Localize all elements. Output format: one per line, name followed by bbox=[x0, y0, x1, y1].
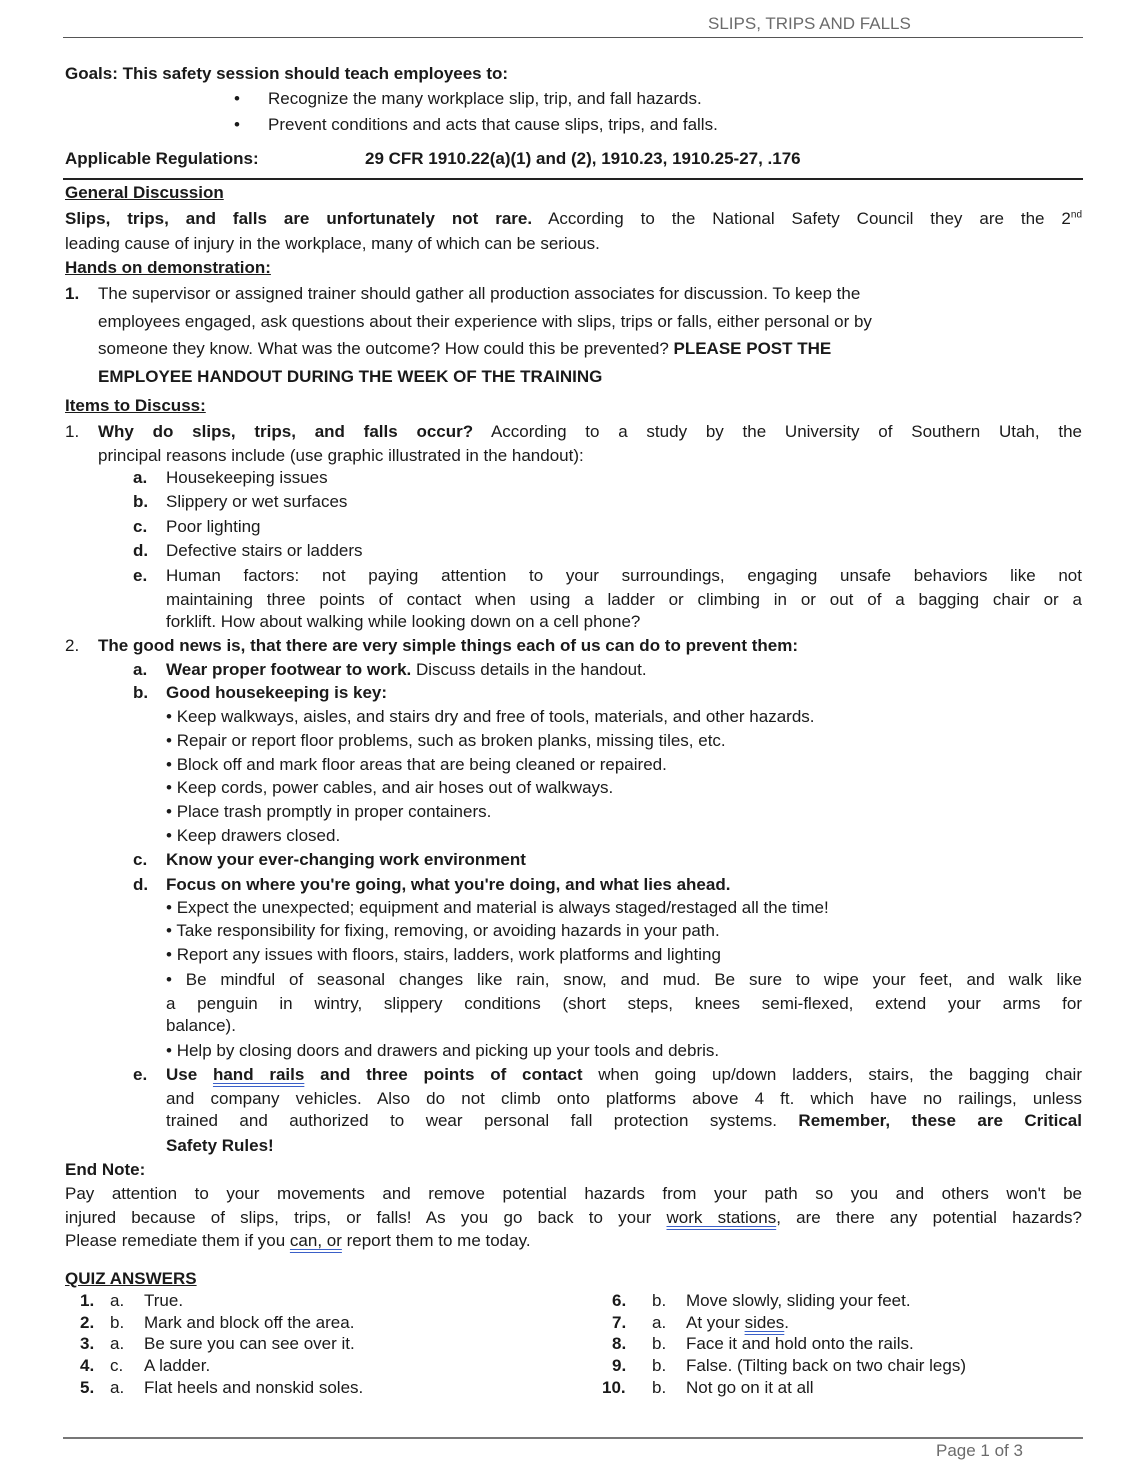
sub-lead: Good housekeeping is key: bbox=[166, 683, 388, 702]
endnote-text: report them to me today. bbox=[341, 1231, 531, 1250]
hands-heading: Hands on demonstration: bbox=[65, 258, 271, 277]
quiz-letter: b. bbox=[652, 1356, 667, 1375]
quiz-text: Face it and hold onto the rails. bbox=[686, 1334, 914, 1353]
quiz-text: Flat heels and nonskid soles. bbox=[144, 1378, 364, 1397]
bullet-text: Repair or report floor problems, such as broken planks, missing tiles, etc. bbox=[176, 731, 726, 750]
item-lead: Why do slips, trips, and falls occur? bbox=[98, 422, 474, 441]
bullet-text: a penguin in wintry, slippery conditions (short steps, knees semi-flexed, extend your arms for bbox=[166, 994, 1082, 1013]
quiz-letter: b. bbox=[110, 1313, 125, 1332]
quiz-letter: b. bbox=[652, 1291, 667, 1310]
bullet-item: • Help by closing doors and drawers and picking up your tools and debris. bbox=[166, 1041, 720, 1060]
sub-lead: Focus on where you're going, what you're doing, and what lies ahead. bbox=[166, 875, 731, 894]
quiz-text: . bbox=[784, 1313, 790, 1332]
quiz-text: Be sure you can see over it. bbox=[144, 1334, 355, 1353]
superscript: nd bbox=[1070, 209, 1083, 221]
sub-label: a. bbox=[133, 660, 148, 679]
quiz-number: 7. bbox=[612, 1313, 627, 1332]
quiz-number: 1. bbox=[80, 1291, 95, 1310]
goal-item: Prevent conditions and acts that cause slips, trips, and falls. bbox=[268, 115, 718, 134]
quiz-text bbox=[686, 1313, 789, 1333]
list-number: 2. bbox=[65, 636, 80, 655]
regs-value: 29 CFR 1910.22(a)(1) and (2), 1910.23, 1910.25-27, .176 bbox=[365, 149, 801, 168]
quiz-text: True. bbox=[144, 1291, 184, 1310]
sub-text: Discuss details in the handout. bbox=[411, 660, 647, 679]
hands-line: The supervisor or assigned trainer should gather all production associates for discussion. To keep the bbox=[98, 284, 861, 303]
quiz-letter: a. bbox=[652, 1313, 667, 1332]
sub-label: e. bbox=[133, 566, 148, 585]
quiz-letter: c. bbox=[110, 1356, 124, 1375]
section-rule bbox=[63, 178, 1083, 180]
bullet-item: • Report any issues with floors, stairs, ladders, work platforms and lighting bbox=[166, 945, 721, 964]
quiz-text bbox=[686, 1356, 966, 1376]
goals-label: Goals: This safety session should teach employees to: bbox=[65, 64, 509, 83]
sub-label: d. bbox=[133, 541, 149, 560]
items-heading: Items to Discuss: bbox=[65, 396, 206, 415]
quiz-text: Not go on it at all bbox=[686, 1378, 814, 1397]
bullet-text: balance). bbox=[166, 1016, 236, 1035]
sub-item bbox=[166, 660, 647, 680]
quiz-text bbox=[144, 1378, 363, 1398]
list-number: 1. bbox=[65, 422, 80, 441]
sub-emphasis: Remember, these are Critical bbox=[798, 1111, 1082, 1130]
endnote-text: , are there any potential hazards? bbox=[776, 1208, 1083, 1227]
bullet-item: • Keep drawers closed. bbox=[166, 826, 341, 845]
goal-item: Recognize the many workplace slip, trip, and fall hazards. bbox=[268, 89, 702, 108]
spellcheck-word[interactable]: work stations bbox=[666, 1208, 777, 1227]
sub-item: Slippery or wet surfaces bbox=[166, 492, 348, 511]
quiz-number: 2. bbox=[80, 1313, 95, 1332]
endnote-heading: End Note: bbox=[65, 1160, 146, 1179]
bullet-item: • Be mindful of seasonal changes like rain, snow, and mud. Be sure to wipe your feet, and walk like bbox=[166, 970, 1082, 989]
quiz-text bbox=[144, 1334, 355, 1354]
quiz-number: 9. bbox=[612, 1356, 627, 1375]
quiz-number: 6. bbox=[612, 1291, 627, 1310]
general-line bbox=[65, 209, 1082, 229]
list-number: 1. bbox=[65, 284, 80, 303]
hands-line bbox=[98, 339, 831, 359]
quiz-text bbox=[686, 1378, 814, 1398]
quiz-letter: b. bbox=[652, 1378, 667, 1397]
quiz-number: 4. bbox=[80, 1356, 95, 1375]
sub-lead: and three points of contact bbox=[304, 1065, 583, 1084]
quiz-letter: b. bbox=[652, 1334, 667, 1353]
bullet-item: • Take responsibility for fixing, removing, or avoiding hazards in your path. bbox=[166, 921, 720, 940]
sub-lead: Wear proper footwear to work. bbox=[166, 660, 412, 679]
endnote-line bbox=[65, 1208, 1082, 1228]
bullet-text: Help by closing doors and drawers and picking up your tools and debris. bbox=[176, 1041, 720, 1060]
sub-emphasis: Safety Rules! bbox=[166, 1136, 274, 1155]
hands-emphasis: EMPLOYEE HANDOUT DURING THE WEEK OF THE TRAINING bbox=[98, 367, 603, 386]
quiz-letter: a. bbox=[110, 1334, 125, 1353]
quiz-letter: a. bbox=[110, 1378, 125, 1397]
quiz-text: False. (Tilting back on two chair legs) bbox=[686, 1356, 966, 1375]
endnote-text: injured because of slips, trips, or falls! As you go back to your bbox=[65, 1208, 667, 1227]
header-title: SLIPS, TRIPS AND FALLS bbox=[708, 14, 911, 33]
quiz-number: 3. bbox=[80, 1334, 95, 1353]
bullet-text: Report any issues with floors, stairs, ladders, work platforms and lighting bbox=[176, 945, 721, 964]
general-text: According to the National Safety Council they are the 2 bbox=[532, 209, 1071, 228]
quiz-number: 10. bbox=[602, 1378, 626, 1397]
sub-lead: Use bbox=[166, 1065, 213, 1084]
sub-item: forklift. How about walking while looking down on a cell phone? bbox=[166, 612, 641, 631]
bullet-item: • Block off and mark floor areas that are being cleaned or repaired. bbox=[166, 755, 667, 774]
sub-label: b. bbox=[133, 492, 149, 511]
bullet-icon: • bbox=[234, 89, 240, 108]
footer-rule bbox=[63, 1437, 1083, 1439]
quiz-text bbox=[686, 1334, 914, 1354]
header-rule bbox=[63, 37, 1083, 38]
spellcheck-word[interactable]: hand rails bbox=[212, 1065, 305, 1084]
sub-text: and company vehicles. Also do not climb onto platforms above 4 ft. which have no railings, unless bbox=[166, 1089, 1082, 1108]
item-line bbox=[98, 422, 1082, 442]
quiz-text: At your bbox=[686, 1313, 745, 1332]
page-number: Page 1 of 3 bbox=[936, 1441, 1023, 1460]
hands-line: employees engaged, ask questions about their experience with slips, trips or falls, either personal or by bbox=[98, 312, 872, 331]
bullet-text: Keep cords, power cables, and air hoses out of walkways. bbox=[176, 778, 614, 797]
general-line: leading cause of injury in the workplace, many of which can be serious. bbox=[65, 234, 600, 253]
bullet-text: Be mindful of seasonal changes like rain, snow, and mud. Be sure to wipe your feet, and walk like bbox=[185, 970, 1082, 989]
bullet-item: • Keep cords, power cables, and air hoses out of walkways. bbox=[166, 778, 614, 797]
bullet-icon: • bbox=[234, 115, 240, 134]
spellcheck-word[interactable]: sides bbox=[744, 1313, 785, 1332]
sub-label: e. bbox=[133, 1065, 148, 1084]
general-lead: Slips, trips, and falls are unfortunately not rare. bbox=[65, 209, 533, 228]
bullet-text: Take responsibility for fixing, removing, or avoiding hazards in your path. bbox=[176, 921, 720, 940]
sub-item: Poor lighting bbox=[166, 517, 261, 536]
quiz-text: Move slowly, sliding your feet. bbox=[686, 1291, 911, 1310]
sub-item: Defective stairs or ladders bbox=[166, 541, 363, 560]
sub-item: Housekeeping issues bbox=[166, 468, 328, 487]
quiz-text bbox=[144, 1356, 210, 1376]
quiz-heading: QUIZ ANSWERS bbox=[65, 1269, 197, 1288]
quiz-text bbox=[686, 1291, 911, 1311]
quiz-number: 8. bbox=[612, 1334, 627, 1353]
endnote-text: Please remediate them if you bbox=[65, 1231, 290, 1250]
sub-item: maintaining three points of contact when using a ladder or climbing in or out of a bagging chair or a bbox=[166, 590, 1082, 609]
quiz-text bbox=[144, 1313, 354, 1333]
bullet-text: Expect the unexpected; equipment and material is always staged/restaged all the time! bbox=[176, 898, 829, 917]
hands-emphasis: PLEASE POST THE bbox=[673, 339, 832, 358]
bullet-item: • Expect the unexpected; equipment and material is always staged/restaged all the time! bbox=[166, 898, 829, 917]
item-lead: The good news is, that there are very simple things each of us can do to prevent them: bbox=[98, 636, 798, 655]
sub-label: a. bbox=[133, 468, 148, 487]
sub-text: trained and authorized to wear personal fall protection systems. bbox=[166, 1111, 799, 1130]
general-heading: General Discussion bbox=[65, 183, 224, 202]
sub-lead: Know your ever-changing work environment bbox=[166, 850, 526, 869]
item-text: According to a study by the University of Southern Utah, the bbox=[473, 422, 1082, 441]
bullet-text: Block off and mark floor areas that are being cleaned or repaired. bbox=[176, 755, 667, 774]
sub-label: c. bbox=[133, 517, 148, 536]
bullet-text: Place trash promptly in proper containers. bbox=[176, 802, 492, 821]
sub-text: when going up/down ladders, stairs, the bagging chair bbox=[582, 1065, 1082, 1084]
endnote-line: Pay attention to your movements and remove potential hazards from your path so you and others won't be bbox=[65, 1184, 1082, 1203]
sub-label: c. bbox=[133, 850, 148, 869]
endnote-line bbox=[65, 1231, 531, 1251]
sub-item bbox=[166, 1111, 1082, 1131]
bullet-item: • Repair or report floor problems, such as broken planks, missing tiles, etc. bbox=[166, 731, 726, 750]
quiz-text bbox=[144, 1291, 183, 1311]
item-line: principal reasons include (use graphic illustrated in the handout): bbox=[98, 446, 584, 465]
quiz-letter: a. bbox=[110, 1291, 125, 1310]
bullet-item: • Keep walkways, aisles, and stairs dry and free of tools, materials, and other hazards. bbox=[166, 707, 815, 726]
bullet-text: Keep drawers closed. bbox=[176, 826, 341, 845]
bullet-item: • Place trash promptly in proper containers. bbox=[166, 802, 492, 821]
sub-item: Human factors: not paying attention to your surroundings, engaging unsafe behaviors like not bbox=[166, 566, 1082, 585]
quiz-number: 5. bbox=[80, 1378, 95, 1397]
sub-label: d. bbox=[133, 875, 149, 894]
sub-label: b. bbox=[133, 683, 149, 702]
sub-item bbox=[166, 1065, 1082, 1085]
hands-text: someone they know. What was the outcome? How could this be prevented? bbox=[98, 339, 674, 358]
regs-label: Applicable Regulations: bbox=[65, 149, 259, 168]
bullet-text: Keep walkways, aisles, and stairs dry and free of tools, materials, and other hazards. bbox=[176, 707, 815, 726]
quiz-text: Mark and block off the area. bbox=[144, 1313, 355, 1332]
quiz-text: A ladder. bbox=[144, 1356, 211, 1375]
spellcheck-word[interactable]: can, or bbox=[289, 1231, 342, 1250]
